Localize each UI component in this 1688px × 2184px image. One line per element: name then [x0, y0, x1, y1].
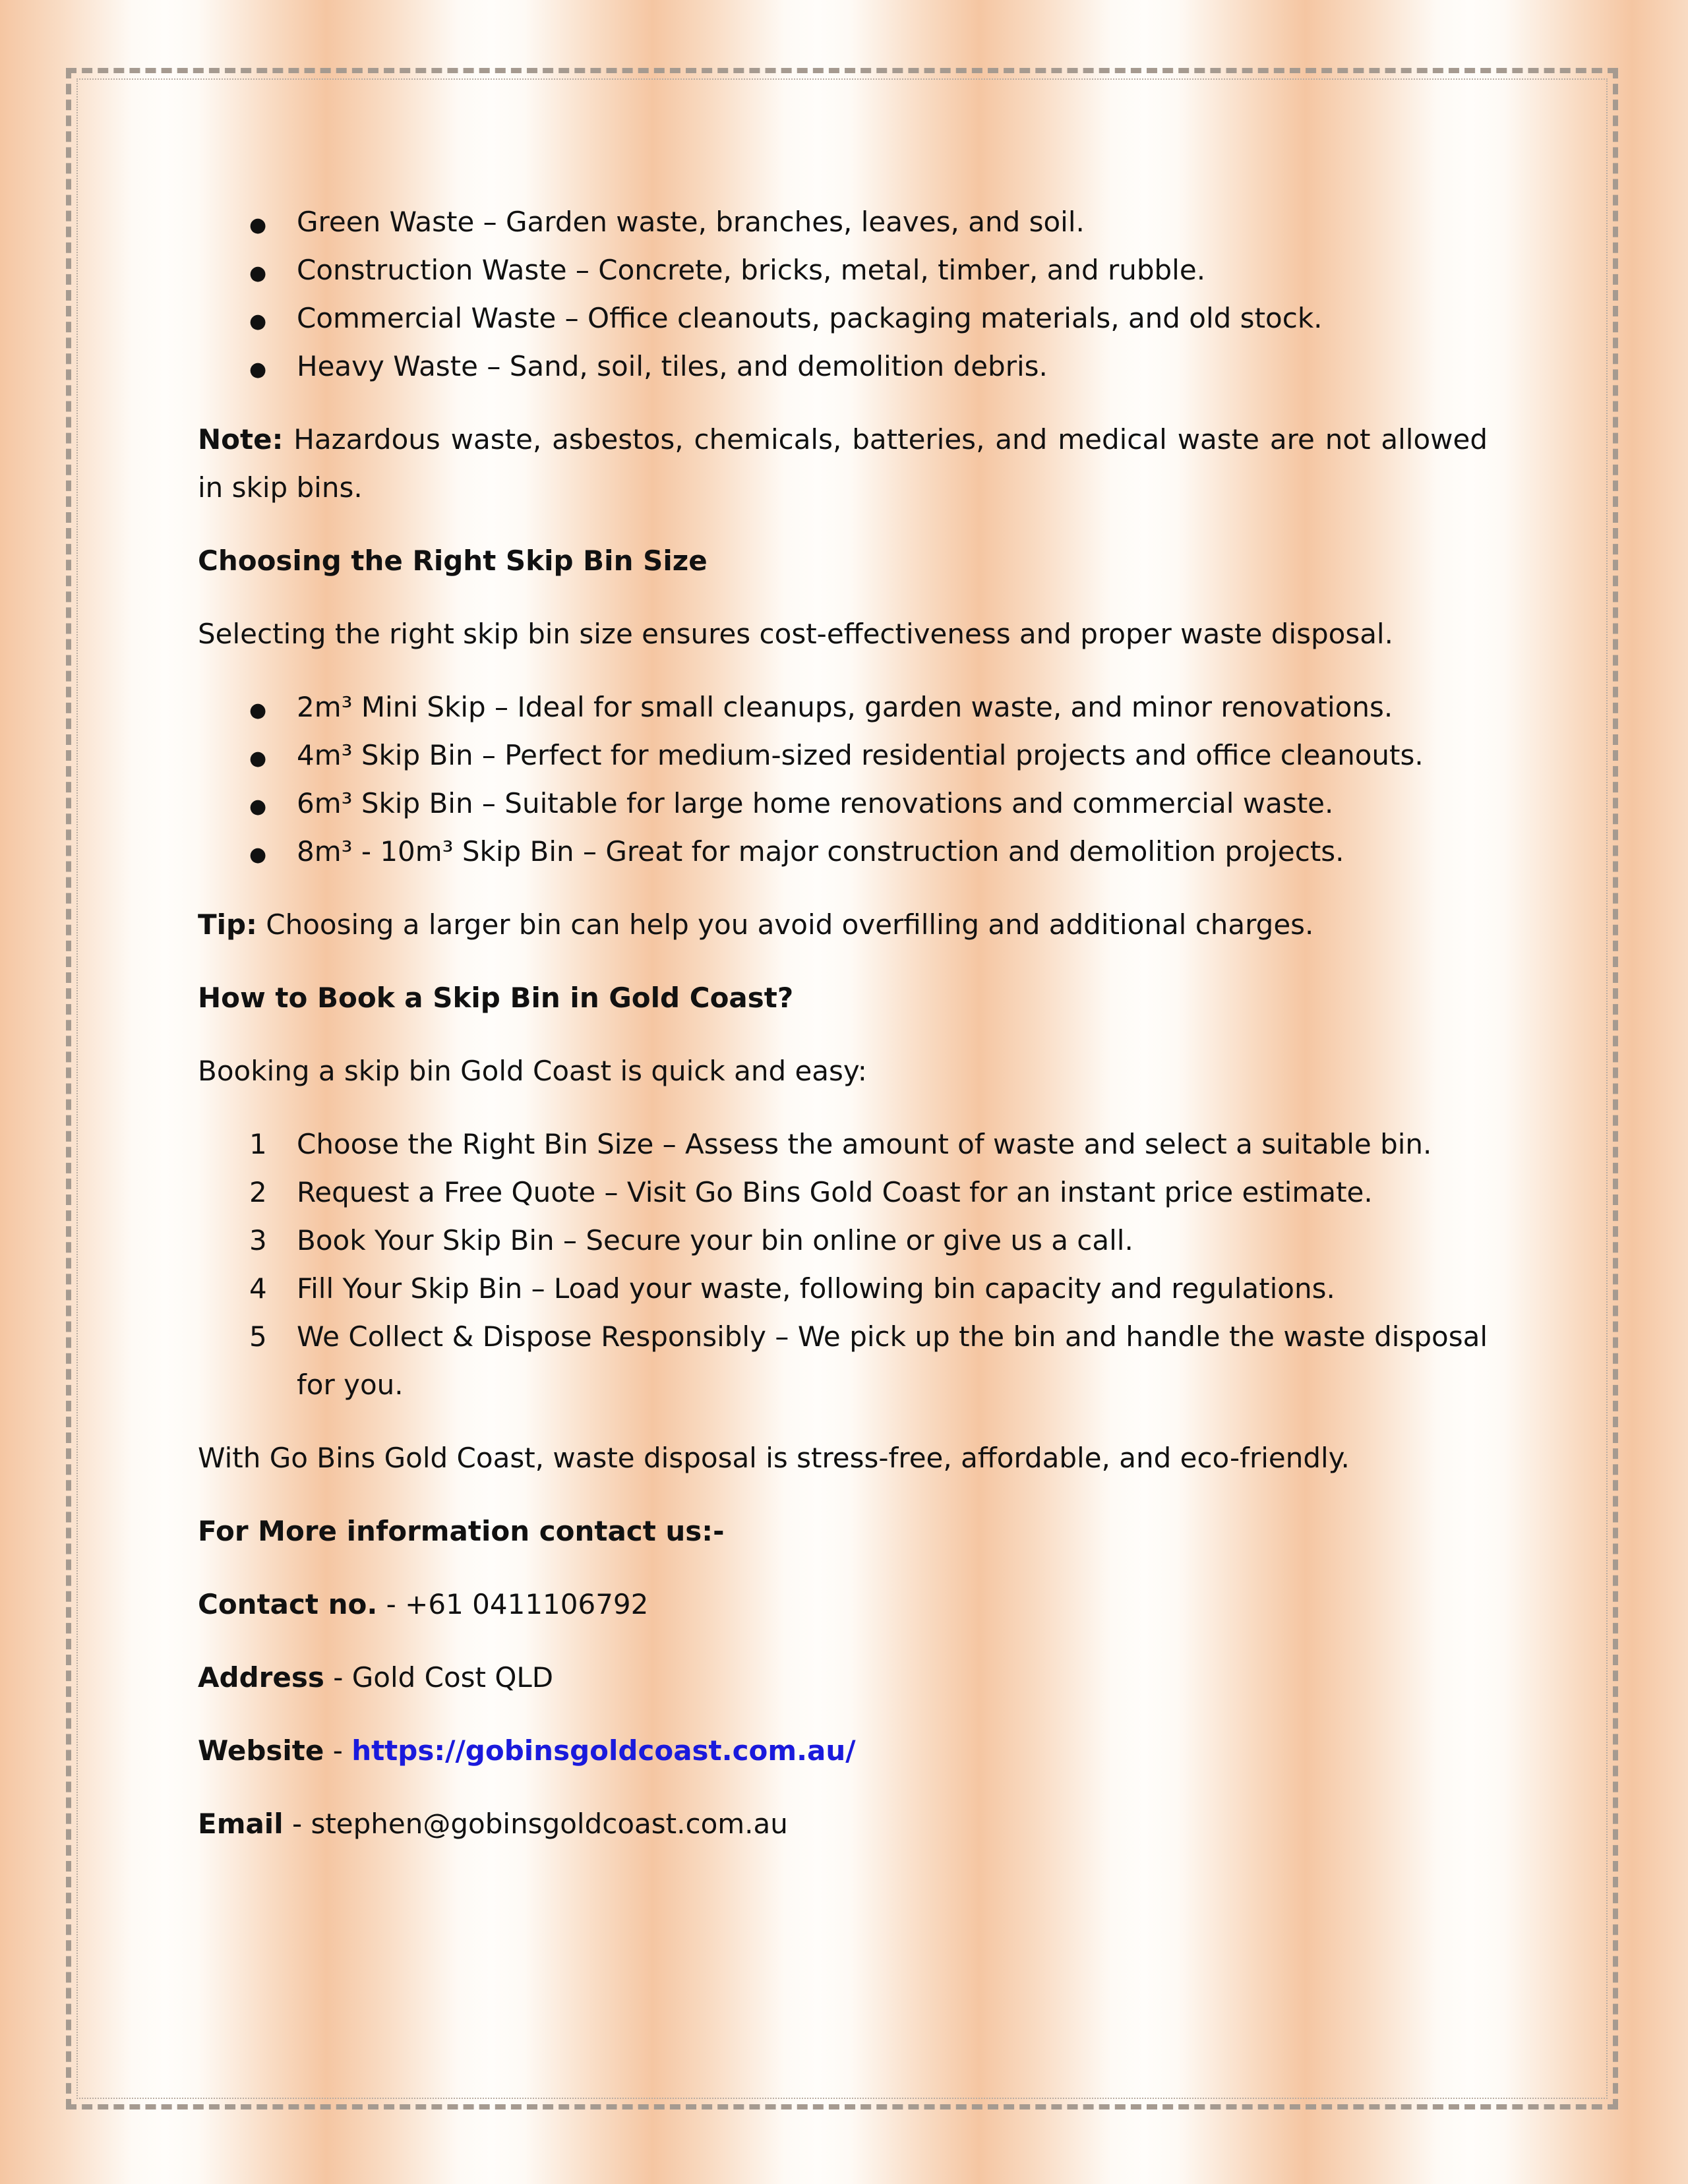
website-separator: -	[324, 1734, 352, 1767]
list-item	[198, 827, 1488, 875]
note-paragraph	[198, 415, 1488, 512]
list-item	[198, 731, 1488, 779]
phone-value: - +61 0411106792	[377, 1588, 649, 1620]
list-item-text: Choose the Right Bin Size – Assess the amount of waste and select a suitable bin.	[297, 1128, 1432, 1160]
list-item	[198, 1264, 1488, 1313]
booking-section-heading: How to Book a Skip Bin in Gold Coast?	[198, 982, 794, 1014]
contact-email	[198, 1800, 1488, 1848]
contact-website	[198, 1727, 1488, 1775]
list-item	[198, 342, 1488, 390]
contact-phone	[198, 1580, 1488, 1628]
list-item-text: Green Waste – Garden waste, branches, leaves, and soil.	[297, 206, 1085, 238]
list-item	[198, 294, 1488, 342]
email-label: Email	[198, 1808, 284, 1840]
contact-address	[198, 1653, 1488, 1701]
step-number: 2	[249, 1176, 267, 1208]
list-item	[198, 1216, 1488, 1264]
address-label: Address	[198, 1661, 324, 1694]
phone-label: Contact no.	[198, 1588, 378, 1620]
bullet-icon	[249, 779, 266, 831]
tip-label: Tip:	[198, 908, 257, 941]
bullet-icon	[249, 731, 266, 782]
list-item	[198, 779, 1488, 827]
list-item-text: 8m³ - 10m³ Skip Bin – Great for major construction and demolition projects.	[297, 835, 1344, 868]
list-item	[198, 1313, 1488, 1409]
list-item-text: Heavy Waste – Sand, soil, tiles, and demolition debris.	[297, 350, 1048, 382]
email-value: - stephen@gobinsgoldcoast.com.au	[283, 1808, 788, 1840]
list-item	[198, 683, 1488, 731]
bin-size-list	[198, 683, 1488, 875]
contact-heading: For More information contact us:-	[198, 1515, 725, 1547]
size-section-heading: Choosing the Right Skip Bin Size	[198, 545, 708, 577]
list-item-text: Commercial Waste – Office cleanouts, packaging materials, and old stock.	[297, 302, 1323, 334]
bullet-icon	[249, 294, 266, 345]
website-link[interactable]: https://gobinsgoldcoast.com.au/	[351, 1734, 856, 1767]
list-item-text: 6m³ Skip Bin – Suitable for large home renovations and commercial waste.	[297, 787, 1334, 819]
list-item-text: 4m³ Skip Bin – Perfect for medium-sized residential projects and office cleanouts.	[297, 739, 1424, 771]
list-item	[198, 246, 1488, 294]
waste-type-list	[198, 198, 1488, 390]
bullet-icon	[249, 827, 266, 879]
step-number: 4	[249, 1272, 267, 1305]
bullet-icon	[249, 683, 266, 734]
size-section-intro: Selecting the right skip bin size ensures cost-effectiveness and proper waste disposal.	[198, 618, 1393, 650]
website-label: Website	[198, 1734, 324, 1767]
bullet-icon	[249, 198, 266, 249]
bullet-icon	[249, 342, 266, 394]
list-item-text: Fill Your Skip Bin – Load your waste, following bin capacity and regulations.	[297, 1272, 1335, 1305]
tip-paragraph	[198, 900, 1488, 949]
list-item	[198, 1168, 1488, 1216]
list-item	[198, 198, 1488, 246]
note-text: Hazardous waste, asbestos, chemicals, batteries, and medical waste are not allowed in skip bins.	[198, 423, 1488, 504]
list-item-text: We Collect & Dispose Responsibly – We pick up the bin and handle the waste disposal for you.	[297, 1320, 1488, 1401]
step-number: 3	[249, 1224, 267, 1256]
booking-closing: With Go Bins Gold Coast, waste disposal is stress-free, affordable, and eco-friendly.	[198, 1442, 1350, 1474]
booking-steps-list	[198, 1120, 1488, 1409]
list-item-text: Book Your Skip Bin – Secure your bin online or give us a call.	[297, 1224, 1133, 1256]
list-item-text: Construction Waste – Concrete, bricks, metal, timber, and rubble.	[297, 254, 1206, 286]
list-item-text: Request a Free Quote – Visit Go Bins Gold Coast for an instant price estimate.	[297, 1176, 1373, 1208]
booking-section-intro: Booking a skip bin Gold Coast is quick and easy:	[198, 1055, 867, 1087]
tip-text: Choosing a larger bin can help you avoid overfilling and additional charges.	[256, 908, 1314, 941]
step-number: 5	[249, 1320, 267, 1353]
note-label: Note:	[198, 423, 284, 456]
list-item	[198, 1120, 1488, 1168]
step-number: 1	[249, 1128, 267, 1160]
document-body	[198, 198, 1488, 1873]
address-value: - Gold Cost QLD	[324, 1661, 554, 1694]
bullet-icon	[249, 246, 266, 297]
list-item-text: 2m³ Mini Skip – Ideal for small cleanups, garden waste, and minor renovations.	[297, 691, 1393, 723]
